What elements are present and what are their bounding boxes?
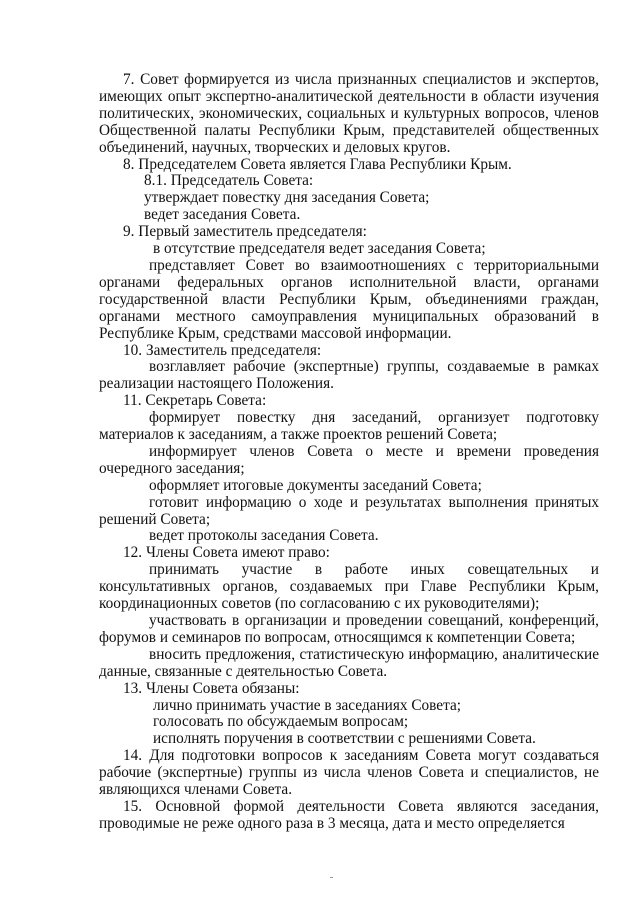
paragraph-12-item: участвовать в организации и проведении совещаний, конференций, форумов и семинаров по вопросам, относящимся к компетенции Совета; — [99, 612, 599, 646]
paragraph-11-item: ведет протоколы заседания Совета. — [149, 527, 379, 545]
paragraph-9: 9. Первый заместитель председателя: — [123, 223, 367, 241]
paragraph-8: 8. Председателем Совета является Глава Республики Крым. — [123, 155, 512, 173]
paragraph-8-1-item: ведет заседания Совета. — [144, 206, 301, 224]
paragraph-11-item: формирует повестку дня заседаний, организует подготовку материалов к заседаниям, а также проектов решений Совета; — [99, 409, 599, 444]
paragraph-9-item: в отсутствие председателя ведет заседания Совета; — [153, 240, 486, 258]
paragraph-13-item: исполнять поручения в соответствии с решениями Совета. — [153, 730, 536, 748]
paragraph-8-1-item: утверждает повестку дня заседания Совета; — [144, 189, 430, 207]
paragraph-11: 11. Секретарь Совета: — [123, 392, 267, 410]
paragraph-7: 7. Совет формируется из числа признанных специалистов и экспертов, имеющих опыт экспертно-аналитической деятельности в области изучения политических, экономических, социальных и культурных вопросов, членов Общественной палаты Республики Крым, представителей общественных объединений, научных, творческих и деловых кругов. — [99, 71, 599, 156]
paragraph-13-item: голосовать по обсуждаемым вопросам; — [153, 713, 409, 731]
paragraph-13: 13. Члены Совета обязаны: — [123, 679, 300, 697]
paragraph-11-item: готовит информацию о ходе и результатах выполнения принятых решений Совета; — [99, 493, 599, 528]
paragraph-12-item: вносить предложения, статистическую информацию, аналитические данные, связанные с деятельностью Совета. — [99, 645, 599, 680]
paragraph-8-1: 8.1. Председатель Совета: — [144, 172, 314, 190]
paragraph-14: 14. Для подготовки вопросов к заседаниям Совета могут создаваться рабочие (экспертные) группы из числа членов Совета и специалистов, не являющихся членами Совета. — [99, 747, 599, 799]
paragraph-12: 12. Члены Совета имеют право: — [123, 544, 330, 562]
paragraph-11-item: информирует членов Совета о месте и времени проведения очередного заседания; — [99, 442, 599, 477]
paragraph-9-item: представляет Совет во взаимоотношениях с территориальными органами федеральных органов исполнительной власти, органами государственной власти Республики Крым, объединениями граждан, органами местного самоуправления муниципальных образований в Республике Крым, средствами массовой информации. — [99, 256, 599, 342]
paragraph-11-item: оформляет итоговые документы заседаний Совета; — [149, 476, 482, 494]
paragraph-10-item: возглавляет рабочие (экспертные) группы, создаваемые в рамках реализации настоящего Положения. — [99, 358, 599, 393]
document-page — [99, 72, 599, 833]
paragraph-15: 15. Основной формой деятельности Совета являются заседания, проводимые не реже одного раза в 3 месяца, дата и место определяется — [99, 797, 599, 832]
paragraph-13-item: лично принимать участие в заседаниях Совета; — [153, 696, 462, 714]
paragraph-12-item: принимать участие в работе иных совещательных и консультативных органов, создаваемых при Главе Республики Крым, координационных советов (по согласованию с их руководителями); — [99, 561, 599, 613]
scan-speck — [330, 877, 333, 878]
paragraph-10: 10. Заместитель председателя: — [123, 341, 322, 359]
